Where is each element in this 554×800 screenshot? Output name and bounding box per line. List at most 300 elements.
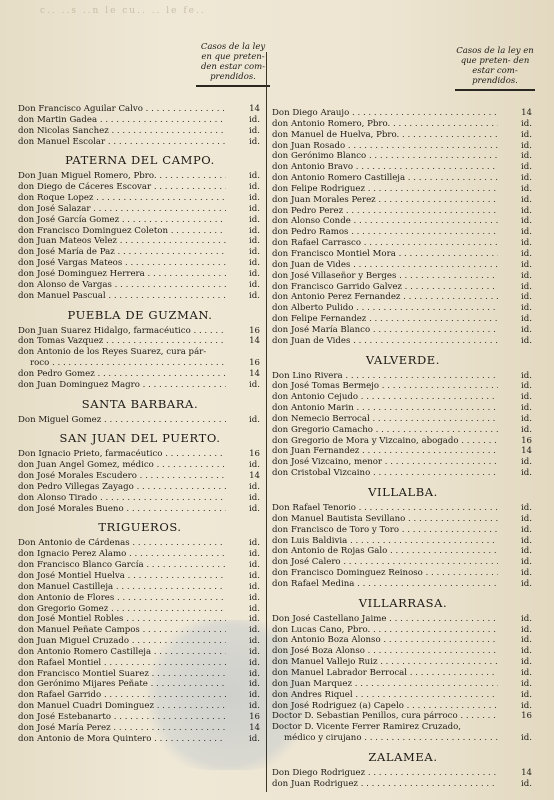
entry-row [18,604,262,615]
entry-case-value: 14 [249,368,260,379]
entry-case-value: id. [521,270,532,281]
entry-name: roco . . . [30,358,226,369]
entry-case-value: id. [521,140,532,151]
entry-name: don Manuel de Huelva, Pbro. . . . [272,130,498,141]
entry-name: don Nicolas Sanchez . . . [18,126,226,137]
entry-row [18,236,262,247]
entry-name: don Antonio Romero, Pbro. . . . [272,119,498,130]
entry-row [272,141,534,152]
entry-case-value: id. [249,214,260,225]
header-rule [196,85,270,87]
entry-name: don Rafael Medina . . . [272,579,498,590]
entry-name: don Luis Baldivia . . . [272,536,498,547]
column-header-left [196,42,270,87]
entry-case-value: id. [249,236,260,247]
entry-row [272,646,534,657]
entry-name: don José Villaseñor y Berges . . . [272,271,498,282]
entry-name: Don Miguel Gomez . . . [18,415,226,426]
entry-row [272,503,534,514]
entry-case-value: id. [521,173,532,184]
entry-case-value: id. [249,258,260,269]
entry-name: don Juan de Vides . . . [272,336,498,347]
entry-case-value: id. [521,578,532,589]
entry-case-value: id. [521,194,532,205]
entry-case-value: id. [249,733,260,744]
entry-row [18,723,262,734]
entry-row [272,130,534,141]
entry-case-value: id. [521,733,532,744]
column-header-left-text: Casos de la ley en que preten- den estar com- prendidos. [200,42,266,82]
entry-row [18,679,262,690]
entry-name: don José Estebanarto . . . [18,712,226,723]
entry-name: don Juan Fernandez . . . [272,446,498,457]
entry-name: Doctor D. Vicente Ferrer Ramirez Cruzado, [272,722,462,733]
entry-name: don Gerónimo Blanco . . . [272,151,498,162]
entry-case-value: 14 [249,722,260,733]
entry-row [18,593,262,604]
entry-row [272,195,534,206]
entry-name: don Manuel Pascual . . . [18,291,226,302]
entry-row [18,560,262,571]
town-heading: PUEBLA DE GUZMAN. [67,307,213,322]
entry-name: don Juan Rodriguez . . . [272,779,498,790]
entry-row [272,392,534,403]
entry-name: don Francisco Dominguez Reinoso . . . [272,568,498,579]
entry-case-value: id. [521,535,532,546]
entry-row [272,468,534,479]
entry-name: don Juan Rosado . . . [272,141,498,152]
entry-case-value: id. [249,592,260,603]
entry-name: don Rafael Carrasco . . . [272,238,498,249]
entry-name: don Rafael Montiel . . . [18,658,226,669]
town-heading: VALVERDE. [365,352,441,367]
entry-case-value: id. [249,581,260,592]
entry-name: don Juan Dominguez Magro . . . [18,380,226,391]
entry-row [272,227,534,238]
entry-case-value: id. [521,324,532,335]
entry-name: don José María Blanco . . . [272,325,498,336]
entry-row [272,436,534,447]
entry-case-value: id. [521,613,532,624]
entry-row [18,358,262,369]
entry-name: don Gregorio Camacho . . . [272,425,498,436]
entry-case-value: id. [521,381,532,392]
entry-name: don Antonio Romero Castilleja . . . [18,647,226,658]
entry-row [272,625,534,636]
entry-name: don Pedro Gomez . . . [18,369,226,380]
entry-case-value: id. [249,503,260,514]
entry-case-value: id. [521,503,532,513]
column-divider [266,52,267,792]
entry-case-value: id. [249,701,260,712]
column-header-right [455,46,535,91]
entry-name: don Antonio Marin . . . [272,403,498,414]
entry-row [18,258,262,269]
entry-name: don Antonio Bravo . . . [272,162,498,173]
entry-name: don José Dominguez Herrera . . . [18,269,226,280]
entry-case-value: 16 [249,711,260,722]
entry-name: don Francisco Montiel Mora . . . [272,249,498,260]
entry-row [18,625,262,636]
entry-case-value: id. [249,171,260,182]
entry-name: don Manuel Castilleja . . . [18,582,226,593]
entry-case-value: id. [521,635,532,646]
entry-case-value: id. [249,414,260,425]
entry-row [18,182,262,193]
entry-case-value: id. [249,679,260,690]
entry-row [18,460,262,471]
entry-name: don Alonso Conde . . . [272,216,498,227]
town-heading: SANTA BARBARA. [81,396,199,411]
entry-name: don Nemecio Berrocal . . . [272,414,498,425]
entry-case-value: id. [521,546,532,557]
entry-row [18,326,262,337]
entry-row [18,734,262,745]
entry-row [18,280,262,291]
entry-case-value: id. [521,303,532,314]
entry-name: don José Morales Bueno . . . [18,504,226,515]
entry-row [272,722,534,733]
entry-case-value: 14 [249,104,260,114]
entry-case-value: id. [521,129,532,140]
entry-case-value: id. [521,335,532,346]
entry-row [272,514,534,525]
entry-case-value: id. [249,560,260,571]
entry-name: don Antonio Perez Fernandez . . . [272,292,498,303]
town-heading: TRIGUEROS. [98,520,182,535]
entry-row [272,579,534,590]
entry-name: don Gregorio Gomez . . . [18,604,226,615]
entry-name: don Lucas Cano, Pbro. . . . [272,625,498,636]
entry-row [18,712,262,723]
column-header-right-text: Casos de la ley en que preten- den estar com- prendidos. [456,46,534,86]
entry-case-value: id. [521,292,532,303]
entry-name: don Juan Marquez . . . [272,679,498,690]
entry-case-value: id. [521,667,532,678]
entry-row [272,768,534,779]
entry-case-value: id. [521,370,532,381]
entry-name: don Manuel Cuadri Dominguez . . . [18,701,226,712]
entry-case-value: id. [521,624,532,635]
entry-name: don Manuel Labrador Berrocal . . . [272,668,498,679]
town-heading: VILLARRASA. [358,595,448,610]
town-heading: PATERNA DEL CAMPO. [65,153,215,168]
entry-name: don José Montiel Robles . . . [18,614,226,625]
entry-row [18,204,262,215]
entry-case-value: id. [249,203,260,214]
entry-case-value: id. [249,125,260,136]
entry-case-value: 16 [249,325,260,336]
entry-case-value: id. [521,457,532,468]
entry-row [18,471,262,482]
entry-case-value: id. [521,657,532,668]
entry-row [18,215,262,226]
entry-name: don Pedro Ramos . . . [272,227,498,238]
entry-row [272,216,534,227]
entry-name: Don José Castellano Jaime . . . [272,614,498,625]
entry-row [272,119,534,130]
entry-case-value: 14 [521,108,532,118]
entry-row [18,571,262,582]
entry-name: don José Vargas Mateos . . . [18,258,226,269]
entry-case-value: id. [521,403,532,414]
entry-name: don Manuel Bautista Sevillano . . . [272,514,498,525]
entry-row [18,226,262,237]
entry-case-value: id. [521,557,532,568]
entry-row [272,679,534,690]
entry-row [18,126,262,137]
entry-row [18,347,262,358]
entry-case-value: id. [521,524,532,535]
entry-case-value: id. [521,248,532,259]
entry-row [272,151,534,162]
entry-name: don Martin Gadea . . . [18,115,226,126]
header-rule [455,89,535,91]
entry-case-value: id. [521,778,532,789]
entry-name: don Antonio de Rojas Galo . . . [272,546,498,557]
entry-case-value: id. [249,460,260,471]
entry-name: don Juan Miguel Cruzado . . . [18,636,226,647]
entry-name: don Gregorio de Mora y Vizcaino, abogado . . . [272,436,498,447]
entry-row [272,425,534,436]
entry-row [272,314,534,325]
entry-name: Don Juan Miguel Romero, Pbro. . . . [18,171,226,182]
entry-case-value: id. [521,678,532,689]
entry-row [18,369,262,380]
entry-name: don Antonio Romero Castilleja . . . [272,173,498,184]
entry-case-value: 16 [249,358,260,369]
entry-case-value: id. [249,247,260,258]
entry-case-value: id. [249,492,260,503]
entry-row [18,171,262,182]
entry-name: Don Rafael Tenorio . . . [272,503,498,514]
entry-row [272,282,534,293]
entry-case-value: id. [521,183,532,194]
bleed-through-text: c.. ..s ..n le cu.. .. le fe.. [40,6,206,16]
entry-row [18,380,262,391]
entry-row [18,291,262,302]
entry-case-value: id. [521,468,532,479]
entry-case-value: id. [249,657,260,668]
entry-case-value: id. [521,151,532,162]
entry-case-value: id. [249,668,260,679]
entry-name: don Francisco de Toro y Toro . . . [272,525,498,536]
entry-case-value: id. [521,227,532,238]
entry-case-value: id. [249,114,260,125]
entry-case-value: id. [249,182,260,193]
entry-row [18,549,262,560]
entry-row [18,336,262,347]
entry-case-value: id. [249,603,260,614]
entry-case-value: id. [521,118,532,129]
entry-name: don Juan de Vides . . . [272,260,498,271]
entry-row [18,669,262,680]
entry-case-value: 16 [249,449,260,460]
entry-name: don Antonio de los Reyes Suarez, cura pár- [18,347,207,358]
entry-name: don Juan Angel Gomez, médico . . . [18,460,226,471]
entry-row [18,614,262,625]
entry-case-value: id. [521,162,532,173]
entry-row [272,206,534,217]
entry-name: don Francisco Garrido Galvez . . . [272,282,498,293]
entry-name: don Antonio Boza Alonso . . . [272,635,498,646]
entry-row [272,733,534,744]
entry-row [272,249,534,260]
entry-row [272,414,534,425]
entry-case-value: id. [249,268,260,279]
entry-name: don Juan Mateos Velez . . . [18,236,226,247]
entry-name: don Roque Lopez . . . [18,193,226,204]
entry-case-value: id. [249,538,260,549]
entry-case-value: id. [249,646,260,657]
entry-case-value: id. [249,279,260,290]
entry-name: Don Diego Rodriguez . . . [272,768,498,779]
entry-name: Don Juan Suarez Hidalgo, farmacéutico . . . [18,326,226,337]
entry-row [272,336,534,347]
entry-case-value: id. [249,290,260,301]
entry-row [272,711,534,722]
entry-row [18,449,262,460]
entry-row [18,658,262,669]
entry-row [272,403,534,414]
entry-name: don José Vizcaino, menor . . . [272,457,498,468]
entry-row [18,701,262,712]
entry-name: don Andres Riquel . . . [272,690,498,701]
entry-case-value: id. [521,646,532,657]
entry-case-value: 14 [249,336,260,347]
entry-name: don José Montiel Huelva . . . [18,571,226,582]
entry-row [272,525,534,536]
entry-case-value: id. [521,216,532,227]
entry-name: don Cristobal Vizcaino . . . [272,468,498,479]
entry-case-value: id. [249,193,260,204]
entry-row [272,457,534,468]
entry-case-value: id. [249,690,260,701]
entry-row [18,115,262,126]
entry-name: don Pedro Perez . . . [272,206,498,217]
entry-row [272,635,534,646]
entry-row [272,701,534,712]
entry-case-value: id. [521,513,532,524]
entry-name: don Alberto Pulido . . . [272,303,498,314]
entry-case-value: 14 [521,767,532,778]
entry-name: don Juan Morales Perez . . . [272,195,498,206]
entry-row [272,614,534,625]
entry-name: don Manuel Vallejo Ruiz . . . [272,657,498,668]
entry-name: don Francisco Dominguez Coleton . . . [18,226,226,237]
right-column [272,108,534,790]
entry-row [272,536,534,547]
entry-name: don José Morales Escudero . . . [18,471,226,482]
entry-name: don Antonio Cejudo . . . [272,392,498,403]
entry-row [272,292,534,303]
entry-row [18,504,262,515]
entry-row [272,381,534,392]
entry-name: don Felipe Fernandez . . . [272,314,498,325]
entry-name: don José María de Paz . . . [18,247,226,258]
entry-case-value: id. [521,314,532,325]
entry-row [18,582,262,593]
entry-row [272,173,534,184]
entry-row [272,779,534,790]
entry-case-value: id. [521,281,532,292]
entry-name: médico y cirujano . . . [284,733,498,744]
entry-name: Don Ignacio Prieto, farmacéutico . . . [18,449,226,460]
entry-name: don Francisco Montiel Suarez . . . [18,669,226,680]
entry-name: don Alonso de Vargas . . . [18,280,226,291]
entry-name: don Pedro Villegas Zayago . . . [18,482,226,493]
entry-case-value: id. [249,225,260,236]
town-heading: VILLALBA. [368,485,438,499]
entry-row [18,247,262,258]
entry-name: Doctor D. Sebastian Penillos, cura párroco . . . [272,711,498,722]
entry-name: don José Tomas Bermejo . . . [272,381,498,392]
entry-name: Don Francisco Aguilar Calvo . . . [18,104,226,115]
entry-name: don José Calero . . . [272,557,498,568]
entry-case-value: id. [249,379,260,390]
entry-name: don José Rodriguez (a) Capelo . . . [272,701,498,712]
entry-row [272,371,534,382]
entry-case-value: 14 [249,471,260,482]
entry-case-value: id. [249,625,260,636]
entry-case-value: id. [249,549,260,560]
entry-row [18,636,262,647]
entry-name: don Manuel Peñate Campos . . . [18,625,226,636]
entry-name: Don Diego Araujo . . . [272,108,498,119]
entry-row [272,108,534,119]
entry-case-value: id. [521,424,532,435]
entry-case-value: id. [521,700,532,711]
town-heading: ZALAMEA. [368,749,438,764]
entry-row [272,690,534,701]
entry-row [272,568,534,579]
entry-row [272,557,534,568]
town-heading: SAN JUAN DEL PUERTO. [59,431,221,446]
entry-name: don Alonso Tirado . . . [18,493,226,504]
entry-name: don Ignacio Perez Alamo . . . [18,549,226,560]
entry-row [18,493,262,504]
entry-name: don José Boza Alonso . . . [272,646,498,657]
entry-row [272,657,534,668]
left-column [18,104,262,745]
entry-case-value: id. [249,614,260,625]
entry-row [272,162,534,173]
entry-case-value: 16 [521,711,532,722]
entry-case-value: id. [249,636,260,647]
entry-case-value: id. [521,238,532,249]
entry-name: don Rafael Garrido . . . [18,690,226,701]
entry-name: don José María Perez . . . [18,723,226,734]
entry-name: Don Lino Rivera . . . [272,371,498,382]
entry-case-value: id. [521,259,532,270]
entry-name: Don Antonio de Cárdenas . . . [18,538,226,549]
entry-row [272,260,534,271]
entry-row [272,271,534,282]
entry-name: don Manuel Escolar . . . [18,137,226,148]
entry-case-value: id. [521,568,532,579]
entry-case-value: id. [521,689,532,700]
entry-case-value: 16 [521,435,532,446]
entry-case-value: id. [249,481,260,492]
entry-case-value: id. [249,571,260,581]
entry-row [18,269,262,280]
entry-name: don José García Gomez . . . [18,215,226,226]
entry-name: don Francisco Blanco García . . . [18,560,226,571]
entry-name: don José Salazar . . . [18,204,226,215]
entry-row [272,668,534,679]
entry-name: don Gerónimo Mijares Peñate . . . [18,679,226,690]
entry-case-value: id. [521,392,532,403]
